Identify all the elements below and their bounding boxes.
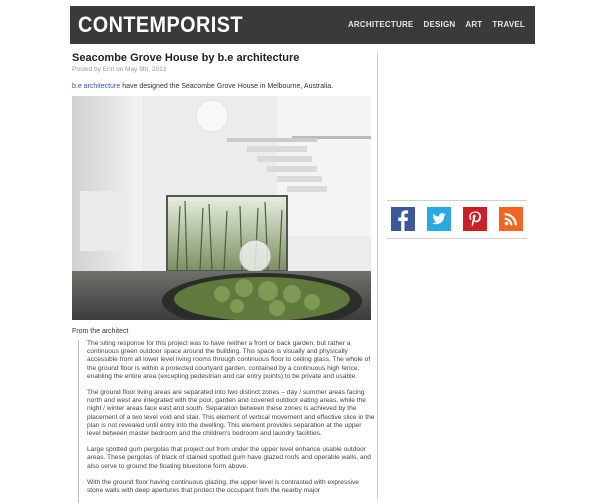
nav-art[interactable]: ART (465, 20, 483, 29)
rss-icon[interactable] (499, 207, 523, 231)
post-title[interactable]: Seacombe Grove House by b.e architecture (72, 52, 300, 64)
pinterest-icon[interactable] (463, 207, 487, 231)
main-nav (348, 20, 525, 29)
architect-quote (78, 340, 375, 503)
quote-paragraph: Large spotted gum pergolas that project out from under the upper level enhance usable outdoor areas. These pergolas of black of stained spotted gum have glazed roofs and operable walls, and also serve to ground the floating bluestone form above. (87, 446, 371, 470)
twitter-icon[interactable] (427, 207, 451, 231)
quote-paragraph: The ground floor living areas are separated into two distinct zones – day / summer areas facing north and west are integrated with the pool, garden and covered outdoor eating areas, while the night / winter areas face east and south. Separation between these zones is achieved by the placement of a two level void and stair. This element of vertical movement and effective slice in the plan is not revealed until entry into the dwelling. This element provides separation at the upper level between master bedroom and the children's bedroom and laundry facilities. (87, 389, 375, 438)
quote-paragraph: The siting response for this project was to have neither a front or back garden, but rather a continuous green outdoor space around the building. This space is visually and physically accessible from all lower level living rooms through continuous floor to ceiling glass. The whole of the ground floor is within a protected courtyard garden, contained by a continuous high fence, enabling the entire area (excepting pedestrian and car entry points) to be private and usable. (87, 340, 371, 380)
social-links (391, 207, 523, 231)
social-divider-top (387, 200, 527, 201)
social-divider-bottom (387, 238, 527, 239)
site-logo[interactable]: CONTEMPORIST (78, 12, 243, 37)
from-architect-label: From the architect (72, 328, 129, 335)
facebook-icon[interactable] (391, 207, 415, 231)
sidebar-divider (377, 52, 378, 500)
house-photo (72, 96, 371, 320)
quote-paragraph: With the ground floor having continuous glazing, the upper level is contrasted with expressive stone walls with deep apertures that protect the occupant from the nearby major (87, 478, 359, 495)
post-meta: Posted by Erin on May 9th, 2013 (72, 66, 167, 73)
post-content (72, 52, 375, 495)
intro-text: have designed the Seacombe Grove House in Melbourne, Australia. (120, 83, 334, 90)
architect-link[interactable]: b.e architecture (72, 83, 121, 90)
site-header (70, 6, 535, 44)
nav-architecture[interactable]: ARCHITECTURE (347, 20, 414, 29)
nav-design[interactable]: DESIGN (423, 20, 456, 29)
post-intro (72, 83, 374, 90)
nav-travel[interactable]: TRAVEL (492, 20, 525, 29)
